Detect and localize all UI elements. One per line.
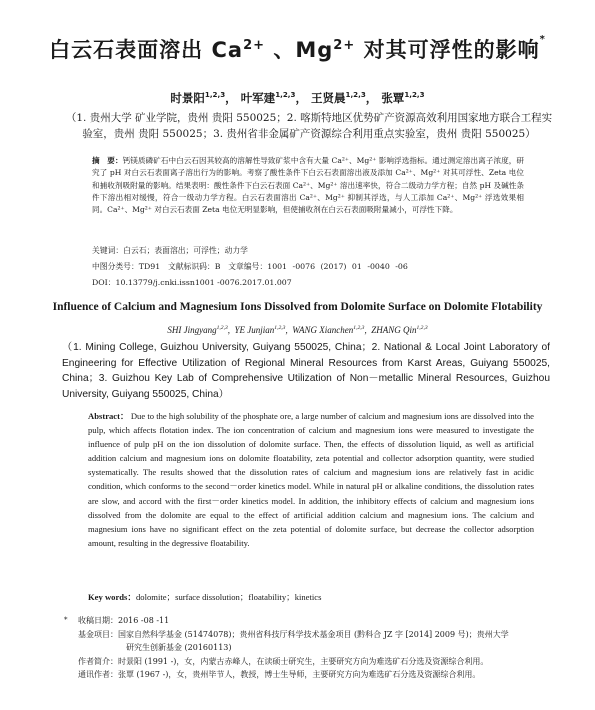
english-authors: SHI Jingyang$^{1,2,3}$, YE Junjian$^{1,2,3}$, WANG Xianchen$^{1,2,3}$, ZHANG Qin$^{1,2,3}$ xyxy=(167,325,428,335)
author-name: 时景阳 xyxy=(170,91,205,105)
author-name: ZHANG Qin xyxy=(371,325,417,335)
chinese-keywords: 关键词：白云石；表面溶出；可浮性；动力学 xyxy=(92,246,248,255)
footnotes xyxy=(64,614,554,682)
author-name: 叶军建 xyxy=(240,91,276,105)
author-name: 张覃 xyxy=(381,91,405,105)
chinese-abstract xyxy=(92,155,524,216)
author-bio: 作者简介：时景阳 (1991 -)，女，内蒙古赤峰人，在读硕士研究生，主要研究方向为难选矿石分选及资源综合利用。 xyxy=(78,656,489,666)
doi-line: DOI：10.13779/j.cnki.issn1001 -0076.2017.01.007 xyxy=(92,278,292,287)
author-name: 王贤晨 xyxy=(311,91,346,105)
classification-line: 中图分类号：TD91 文献标识码：B 文章编号：1001 -0076 (2017) 01 -0040 -06 xyxy=(92,262,408,271)
author-name: SHI Jingyang xyxy=(167,325,217,335)
funding-note: 基金项目：国家自然科学基金 (51474078)；贵州省科技厅科学技术基金项目 (黔科合 JZ 字 [2014] 2009 号)；贵州大学 研究生创新基金 (20160113) xyxy=(78,629,509,653)
english-keywords: Key words：dolomite；surface dissolution；floatability；kinetics xyxy=(88,592,322,602)
english-abstract xyxy=(88,409,534,550)
footnote-bullet: * xyxy=(64,616,68,624)
abstract-label: 摘 要： xyxy=(92,156,123,165)
author-name: YE Junjian xyxy=(234,325,275,335)
abstract-text: 钙镁质磷矿石中白云石因其较高的溶解性导致矿浆中含有大量 Ca²⁺、Mg²⁺ 影响浮选指标。通过测定溶出离子浓度，研究了 pH 对白云石表面离子溶出行为的影响。考察了酸性条件下白云石表面溶出液及添加 Ca²⁺、Mg²⁺ 对其可浮性、Zeta 电位和捕收剂吸附量的影响。结果表明：酸性条件下白云石表面 Ca²⁺、Mg²⁺ 溶出速率快，符合二级动力学方程；自然 pH 及碱性条件下溶出相对缓慢，符合一级动力学方程。白云石表面溶出 Ca²⁺、Mg²⁺ 抑制其浮选，与人工添加 Ca²⁺、Mg²⁺ 浮选效果相同。Ca²⁺、Mg²⁺ 对白云石表面 Zeta 电位无明显影响，但使捕收剂在白云石表面吸附量减小，可浮性下降。 xyxy=(92,156,525,215)
abstract-label: Abstract： xyxy=(88,411,129,421)
chinese-authors: 时景阳$^{1,2,3}$， 叶军建$^{1,2,3}$， 王贤晨$^{1,2,3}$， 张覃$^{1,2,3}$ xyxy=(170,90,425,105)
chinese-affiliation: （1. 贵州大学 矿业学院，贵州 贵阳 550025；2. 喀斯特地区优势矿产资源高效利用国家地方联合工程实验室，贵州 贵阳 550025；3. 贵州省非金属矿产资源综合利用重点实验室，贵州 贵阳 550025） xyxy=(65,112,553,140)
title-footnote-mark: * xyxy=(539,34,546,45)
corresponding-author: 通讯作者：张覃 (1967 -)，女，贵州毕节人，教授，博士生导师，主要研究方向为难选矿石分选及资源综合利用。 xyxy=(78,670,481,680)
english-affiliation: （1. Mining College, Guizhou University, Guiyang 550025, China；2. National & Local Joint Laboratory of Engineering for Effective Utilization of Regional Mineral Resources from Karst Areas, Guiyang 550025, China；3. Guizhou Key Lab of Comprehensive Utilization of Non－metallic Mineral Resources, Guizhou University, Guiyang 550025, China） xyxy=(62,342,550,400)
english-title: Influence of Calcium and Magnesium Ions Dissolved from Dolomite Surface on Dolomite Flotability xyxy=(52,301,543,313)
abstract-text: Due to the high solubility of the phosphate ore, a large number of calcium and magnesium ions are dissolved into the pulp, which affects flotation index. The ion concentration of calcium and magnesium ions were measured to investigate the influence of pulp pH on the ion dissolution of dolomite surface. Then, the effects of dissolution liquid, as well as artificial addition calcium and magnesium ions on dolomite floatability, zeta potential and collector adsorption quantity, were studied systematically. The results showed that the dissolution rates of calcium and magnesium ions are relatively fast in acidic condition, which conforms to the second－order kinetics model. While in natural pH or alkaline conditions, the dissolution rates are slow, and accord with the first－order kinetics model. In addition, the inhibitory effects of calcium and magnesium ions dissolved from the dolomite are equal to the effect of artificial addition calcium and magnesium ions. The calcium and magnesium ions have no significant effect on the zeta potential of dolomite surface, but decrease the collector adsorption amount, resulting in the degressive floatability. xyxy=(88,411,534,548)
author-name: WANG Xianchen xyxy=(292,325,354,335)
received-date: * 收稿日期：2016 -08 -11 xyxy=(64,614,554,628)
chinese-title: 白云石表面溶出 $Ca^{2+}$ 、$Mg^{2+}$ 对其可浮性的影响* xyxy=(49,34,546,62)
